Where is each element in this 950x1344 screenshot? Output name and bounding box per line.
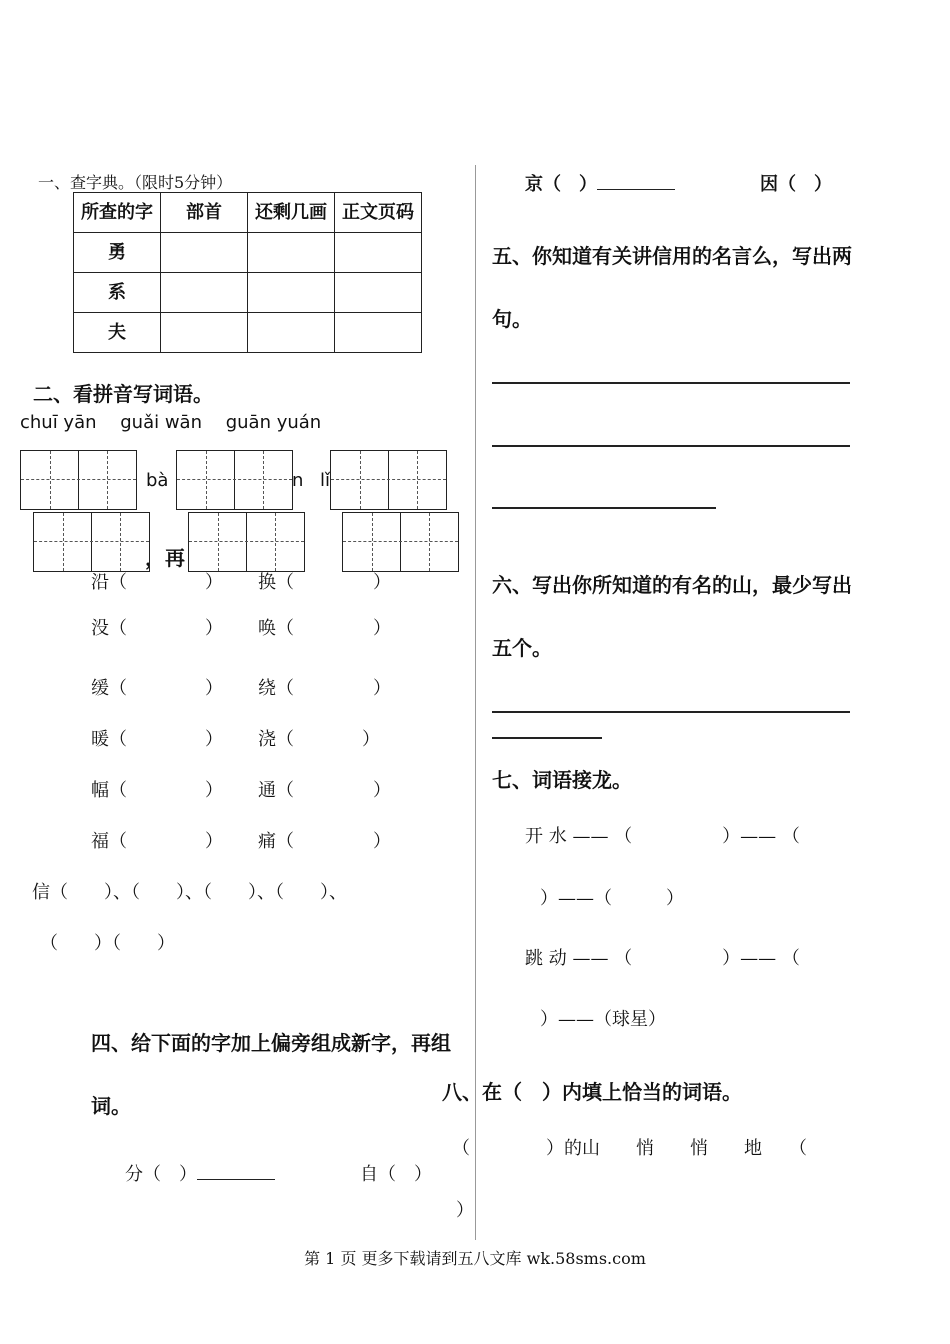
q8-title: 八、在（ ）内填上恰当的词语。	[442, 1080, 742, 1104]
answer-line[interactable]	[492, 711, 850, 713]
page-footer: 第 1 页 更多下载请到五八文库 wk.58sms.com	[304, 1249, 646, 1268]
q5-title: 五、你知道有关讲信用的名言么，写出两	[492, 244, 852, 268]
q6-title: 六、写出你所知道的有名的山，最少写出	[492, 573, 852, 597]
answer-line[interactable]	[492, 507, 716, 509]
chain1-b: ）——（ ）	[540, 888, 684, 909]
q8-line1-b: ）的山 悄 悄 地 （	[546, 1138, 807, 1159]
char-prompt: 浇（	[258, 729, 294, 750]
char-prompt: 福（	[91, 831, 127, 852]
header-char: 所查的字	[74, 193, 161, 233]
q5-title-cont: 句。	[492, 307, 532, 331]
table-row	[74, 313, 422, 353]
char-prompt: 缓（	[91, 678, 127, 699]
paren-close: ）	[373, 780, 391, 801]
char-prompt: 痛（	[258, 831, 294, 852]
char-prompt: 沿（	[91, 572, 127, 593]
pinyin-line: chuī yān guǎi wān guān yuán	[20, 412, 322, 433]
answer-cell[interactable]	[335, 273, 422, 313]
header-radical: 部首	[161, 193, 248, 233]
answer-cell[interactable]	[335, 313, 422, 353]
char-prompt: 绕（	[258, 678, 294, 699]
pinyin-hidden: lǐ	[320, 470, 331, 491]
row-char: 夫	[74, 313, 161, 353]
paren-close: ）	[205, 831, 223, 852]
q6-title-cont: 五个。	[492, 636, 552, 660]
paren-close: ）	[373, 618, 391, 639]
paren-close: ）	[373, 678, 391, 699]
row-char: 系	[74, 273, 161, 313]
char-prompt: 唤（	[258, 618, 294, 639]
q8-line1-a: （	[452, 1138, 470, 1159]
answer-cell[interactable]	[248, 233, 335, 273]
paren-close: ）	[373, 572, 391, 593]
q2-title: 二、看拼音写词语。	[33, 382, 213, 406]
q1-title: 一、查字典。（限时5分钟）	[38, 173, 233, 192]
char-prompt: 没（	[91, 618, 127, 639]
q4-title: 四、给下面的字加上偏旁组成新字，再组	[91, 1031, 451, 1055]
table-row	[74, 233, 422, 273]
pinyin-hidden: n	[292, 470, 304, 491]
paren-close: ）	[205, 678, 223, 699]
writing-grid[interactable]	[330, 450, 447, 510]
char-prompt: 幅（	[91, 780, 127, 801]
chain2-a: 跳 动 —— （ ）—— （	[525, 948, 800, 969]
writing-grid[interactable]	[188, 512, 305, 572]
q4-item1	[125, 1160, 275, 1186]
paren-close: ）	[205, 780, 223, 801]
header-strokes: 还剩几画	[248, 193, 335, 233]
answer-blank[interactable]	[197, 1161, 275, 1180]
q8-line2: ）	[456, 1200, 474, 1221]
q4-title-cont: 词。	[91, 1094, 131, 1118]
writing-grid[interactable]	[33, 512, 150, 572]
paren-close: ）	[205, 572, 223, 593]
writing-grid[interactable]	[20, 450, 137, 510]
q3-title-fragment: ，再	[145, 546, 185, 570]
pinyin-hidden: bà	[146, 470, 169, 491]
paren-close: ）	[205, 618, 223, 639]
paren-close: ）	[205, 729, 223, 750]
dictionary-table	[73, 192, 422, 353]
answer-line[interactable]	[492, 737, 602, 739]
char-prompt: 通（	[258, 780, 294, 801]
answer-cell[interactable]	[248, 273, 335, 313]
q7-title: 七、词语接龙。	[492, 768, 632, 792]
answer-cell[interactable]	[161, 273, 248, 313]
q4-item1-label: 分（ ）	[125, 1164, 197, 1185]
char-prompt: 换（	[258, 572, 294, 593]
right-item1	[525, 170, 675, 196]
chain1-a: 开 水 —— （ ）—— （	[525, 826, 800, 847]
right-item1-label: 京（ ）	[525, 174, 597, 195]
answer-blank[interactable]	[597, 171, 675, 190]
xin-line2: （ ）（ ）	[40, 933, 175, 954]
chain2-b: ）——（球星）	[540, 1009, 666, 1030]
header-page: 正文页码	[335, 193, 422, 233]
answer-cell[interactable]	[161, 233, 248, 273]
answer-cell[interactable]	[161, 313, 248, 353]
writing-grid[interactable]	[176, 450, 293, 510]
table-row	[74, 273, 422, 313]
table-header-row	[74, 193, 422, 233]
writing-grid[interactable]	[342, 512, 459, 572]
row-char: 勇	[74, 233, 161, 273]
answer-line[interactable]	[492, 382, 850, 384]
xin-line1: 信（ ）、（ ）、（ ）、（ ）、	[32, 882, 347, 903]
answer-cell[interactable]	[335, 233, 422, 273]
answer-line[interactable]	[492, 445, 850, 447]
right-item2: 因（ ）	[760, 174, 832, 195]
paren-close: ）	[362, 729, 380, 750]
q4-item2: 自（ ）	[360, 1164, 432, 1185]
char-prompt: 暖（	[91, 729, 127, 750]
answer-cell[interactable]	[248, 313, 335, 353]
paren-close: ）	[373, 831, 391, 852]
